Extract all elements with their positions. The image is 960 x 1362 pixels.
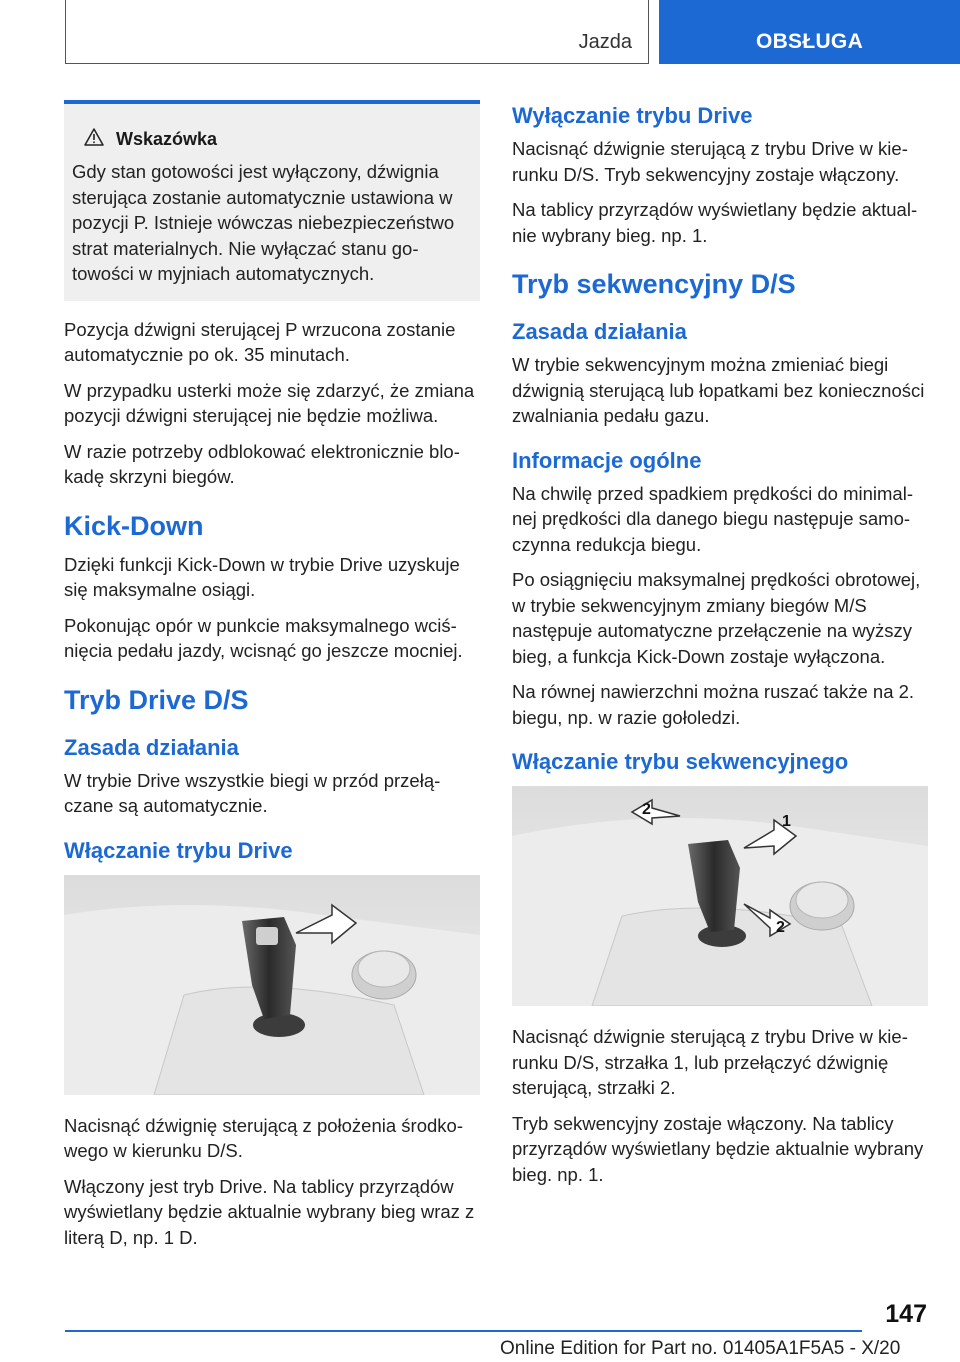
paragraph: Włączony jest tryb Drive. Na tablicy przyrządów wyświetlany będzie aktualnie wybrany bieg wraz z literą D, np. 1 D. xyxy=(64,1175,475,1248)
heading-enable-sequential: Włączanie trybu sekwencyjnego xyxy=(512,749,849,774)
warning-triangle-icon xyxy=(84,128,104,151)
right-column xyxy=(512,100,928,1197)
paragraph: Dzięki funkcji Kick-Down w trybie Drive uzyskuje się maksymalne osiągi. xyxy=(64,553,460,600)
page-number: 147 xyxy=(885,1300,927,1328)
paragraph: Po osiągnięciu maksymalnej prędkości obrotowej, w trybie sekwencyjnym zmiany biegów M/S następuje automatyczne przełączenie na wyższy bieg, a funkcja Kick-Down zostaje wyłączona. xyxy=(512,569,921,667)
heading-disable-drive: Wyłączanie trybu Drive xyxy=(512,103,753,128)
heading-principle: Zasada działania xyxy=(512,319,687,344)
paragraph: Pokonując opór w punkcie maksymalnego wciśnięcia pedału jazdy, wcisnąć go jeszcze mocniej. xyxy=(64,614,463,661)
arrow-label-2-top: 2 xyxy=(642,801,651,818)
paragraph: W przypadku usterki może się zdarzyć, że zmiana pozycji dźwigni sterującej nie będzie możliwa. xyxy=(64,379,475,426)
heading-sequential-mode: Tryb sekwencyjny D/S xyxy=(512,269,796,299)
paragraph: Tryb sekwencyjny zostaje włączony. Na tablicy przyrządów wyświetlany będzie aktualnie wybrany bieg. np. 1. xyxy=(512,1112,924,1185)
paragraph: Na tablicy przyrządów wyświetlany będzie aktualnie wybrany bieg. np. 1. xyxy=(512,199,918,246)
paragraph: Pozycja dźwigni sterującej P wrzucona zostanie automatycznie po ok. 35 minutach. xyxy=(64,318,456,365)
note-text: Gdy stan gotowości jest wyłączony, dźwignia sterująca zostanie automatycznie ustawiona w pozycji P. Istnieje wówczas niebezpieczeństwo strat materialnych. Nie wyłączać stanu gotowości w myjniach automatycznych. xyxy=(72,161,455,284)
arrow-label-1: 1 xyxy=(782,813,791,830)
gear-selector-illustration-sequential xyxy=(512,786,928,1006)
gear-selector-illustration-drive xyxy=(64,875,480,1095)
footer-divider xyxy=(65,1330,862,1332)
paragraph: Nacisnąć dźwignie sterującą z trybu Drive w kierunku D/S. Tryb sekwencyjny zostaje włączony. xyxy=(512,138,908,185)
heading-enable-drive: Włączanie trybu Drive xyxy=(64,837,293,863)
paragraph: Na chwilę przed spadkiem prędkości do minimalnej prędkości dla danego biegu następuje samoczynna redukcja biegu. xyxy=(512,482,914,555)
heading-general-info: Informacje ogólne xyxy=(512,447,702,473)
paragraph: Nacisnąć dźwignie sterującą z trybu Drive w kierunku D/S, strzałka 1, lub przełączyć dźwignię sterującą, strzałki 2. xyxy=(512,1026,908,1098)
paragraph: W razie potrzeby odblokować elektronicznie blokadę skrzyni biegów. xyxy=(64,440,460,487)
paragraph: W trybie Drive wszystkie biegi w przód przełączane są automatycznie. xyxy=(64,769,441,816)
note-box xyxy=(64,100,480,301)
note-title-text: Wskazówka xyxy=(116,129,218,149)
note-title xyxy=(72,128,468,151)
footer-edition: Online Edition for Part no. 01405A1F5A5 - X/20 xyxy=(500,1338,901,1359)
heading-drive-mode: Tryb Drive D/S xyxy=(64,684,249,715)
heading-kick-down: Kick-Down xyxy=(64,510,204,541)
heading-principle: Zasada działania xyxy=(64,734,239,760)
left-column xyxy=(64,100,480,1260)
arrow-label-2-bottom: 2 xyxy=(776,919,785,936)
paragraph: W trybie sekwencyjnym można zmieniać biegi dźwignią sterującą lub łopatkami bez konieczności zwalniania pedału gazu. xyxy=(512,354,925,426)
header-tab[interactable]: OBSŁUGA xyxy=(659,0,960,64)
header-section: Jazda xyxy=(578,31,632,53)
header-box xyxy=(65,0,649,64)
paragraph: Nacisnąć dźwignię sterującą z położenia środkowego w kierunku D/S. xyxy=(64,1114,463,1161)
paragraph: Na równej nawierzchni można ruszać także na 2. biegu, np. w razie gołoledzi. xyxy=(512,681,915,728)
